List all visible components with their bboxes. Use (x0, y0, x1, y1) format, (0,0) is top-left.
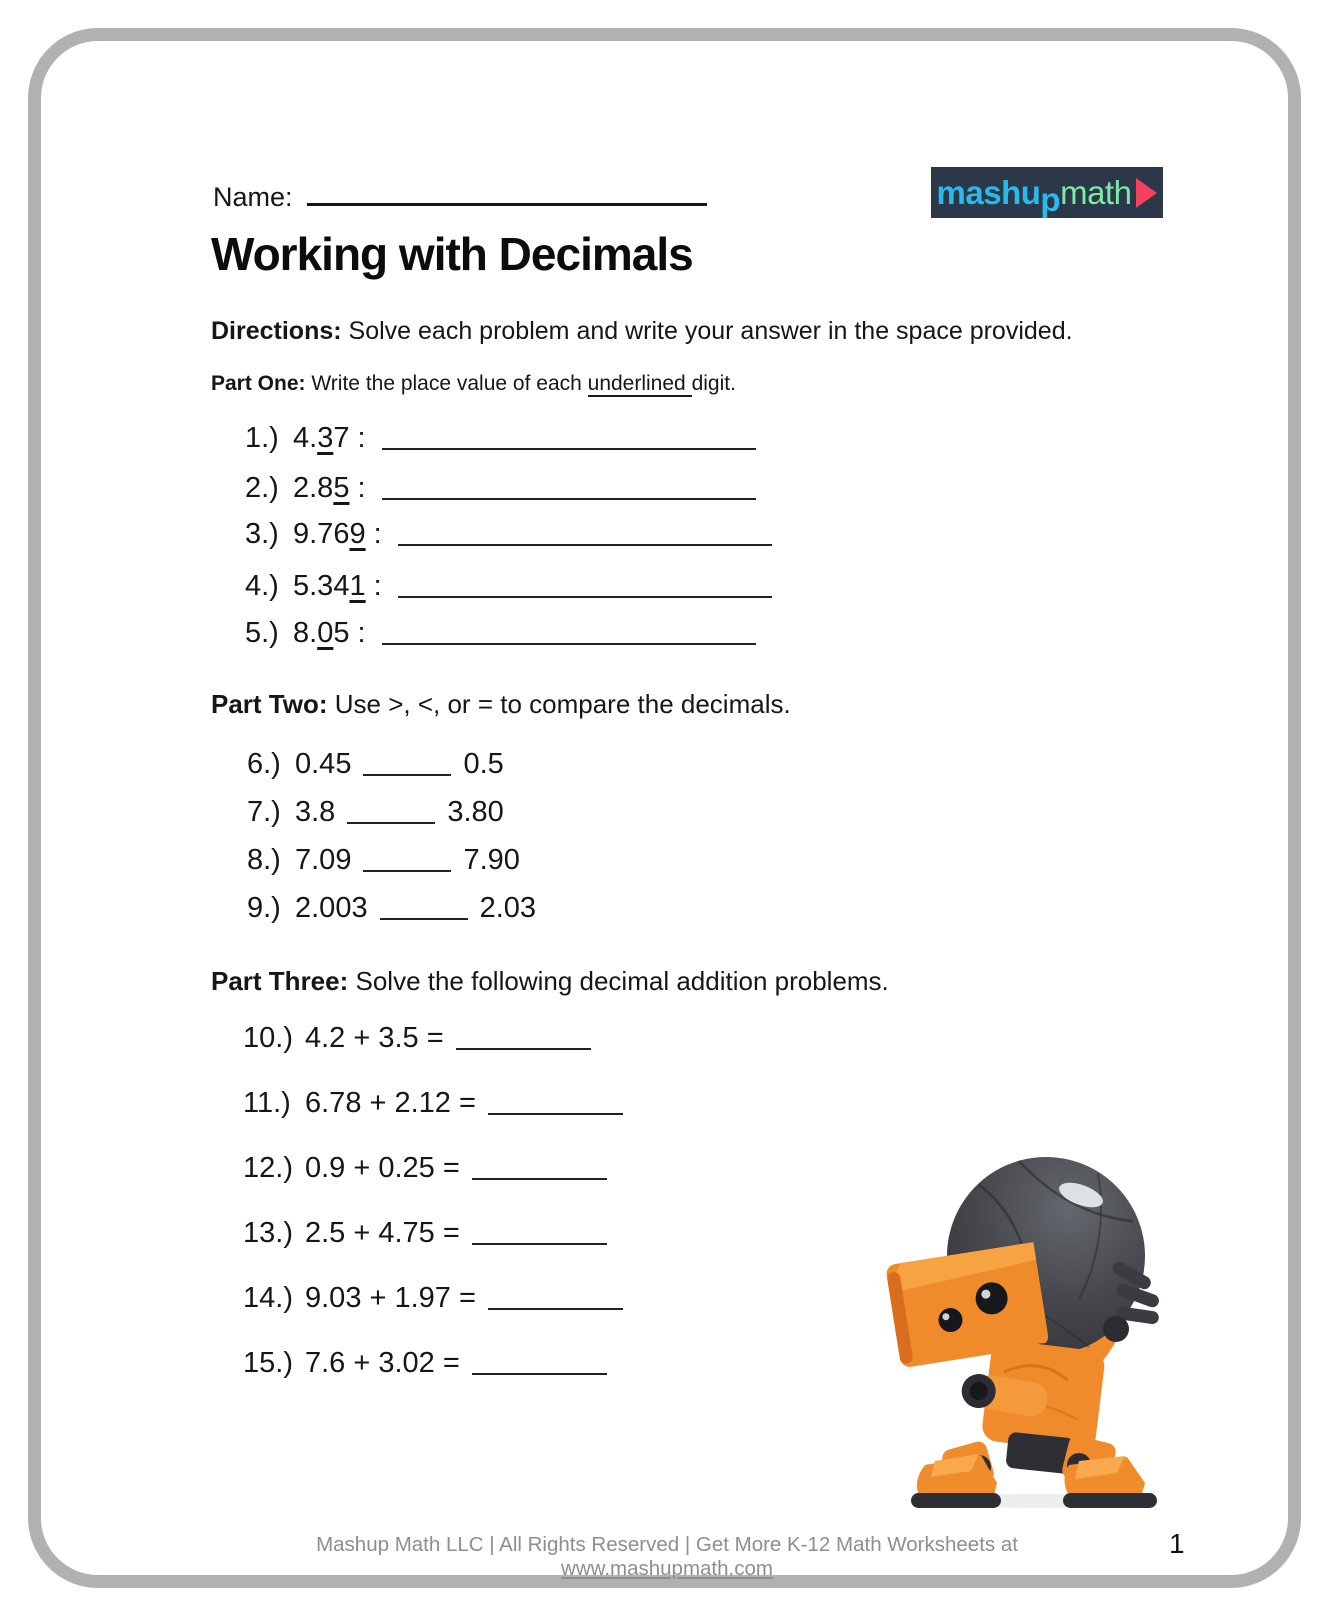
underlined-digit: 0 (317, 617, 334, 649)
expression-text: 4.2 + 3.5 = (305, 1022, 444, 1054)
problem-row-11 (243, 1087, 623, 1120)
problem-number: 3.) (245, 518, 279, 550)
comparison-left: 3.8 (295, 796, 336, 828)
expression-text: 7.6 + 3.02 = (305, 1347, 460, 1379)
robot-illustration (883, 1149, 1169, 1511)
problem-row-6 (247, 748, 504, 781)
page-number: 1 (1169, 1528, 1185, 1559)
answer-line[interactable] (456, 1048, 591, 1050)
part-three-label: Part Three: (211, 966, 349, 996)
underlined-digit: 1 (349, 570, 366, 602)
problem-row-12 (243, 1152, 607, 1185)
problem-number: 13.) (243, 1217, 293, 1249)
comparison-right: 0.5 (463, 748, 504, 780)
problem-number: 10.) (243, 1022, 293, 1054)
logo-p-text: p (1040, 180, 1061, 218)
problem-value: 8.05 (293, 617, 350, 649)
problem-number: 8.) (247, 844, 281, 876)
answer-line[interactable] (380, 918, 468, 920)
problem-row-9 (247, 892, 536, 925)
underlined-digit: 3 (317, 422, 334, 454)
problem-row-8 (247, 844, 520, 877)
underlined-digit: 9 (349, 518, 366, 550)
problem-row-10 (243, 1022, 591, 1055)
answer-line[interactable] (398, 544, 772, 546)
answer-line[interactable] (382, 643, 756, 645)
answer-line[interactable] (472, 1243, 607, 1245)
worksheet-title: Working with Decimals (211, 228, 693, 280)
problem-row-1: 1.) 4.37 : (245, 422, 756, 455)
answer-line[interactable] (347, 822, 435, 824)
comparison-right: 2.03 (479, 892, 537, 924)
name-answer-line[interactable] (307, 179, 707, 206)
problem-value: 2.85 (293, 472, 350, 504)
problem-value: 5.341 (293, 570, 366, 602)
worksheet-page (28, 28, 1301, 1588)
directions-label: Directions: (211, 317, 342, 345)
footer-text: Mashup Math LLC | All Rights Reserved | Get More K-12 Math Worksheets at www.mashupmath.com (316, 1533, 1018, 1580)
problem-value: 9.769 (293, 518, 366, 550)
answer-line[interactable] (363, 774, 451, 776)
problem-number: 15.) (243, 1347, 293, 1379)
problem-row-7 (247, 796, 504, 829)
problem-number: 12.) (243, 1152, 293, 1184)
answer-line[interactable] (363, 870, 451, 872)
comparison-left: 0.45 (295, 748, 352, 780)
problem-number: 6.) (247, 748, 281, 780)
problem-row-3: 3.) 9.769 : (245, 518, 772, 551)
problem-number: 9.) (247, 892, 281, 924)
play-triangle-icon (1136, 178, 1157, 208)
name-row (213, 179, 707, 213)
footer-link[interactable]: www.mashupmath.com (561, 1557, 773, 1580)
answer-line[interactable] (472, 1373, 607, 1375)
part-two-label: Part Two: (211, 689, 328, 719)
problem-number: 5.) (245, 617, 279, 649)
part-one-heading: Part One: Write the place value of each underlined digit. (211, 372, 736, 395)
problem-row-14 (243, 1282, 623, 1315)
part-two-heading: Part Two: Use >, <, or = to compare the decimals. (211, 689, 791, 719)
logo-mashu-text: mashu (936, 173, 1041, 211)
problem-number: 11.) (243, 1087, 291, 1119)
comparison-left: 2.003 (295, 892, 368, 924)
logo-math-text: math (1060, 173, 1132, 211)
part-one-label: Part One: (211, 372, 306, 395)
problem-number: 1.) (245, 422, 279, 454)
problem-row-13 (243, 1217, 607, 1250)
problem-number: 4.) (245, 570, 279, 602)
problem-row-2: 2.) 2.85 : (245, 472, 756, 505)
name-label: Name: (213, 182, 293, 212)
problem-value: 4.37 (293, 422, 350, 454)
problem-row-5: 5.) 8.05 : (245, 617, 756, 650)
problem-number: 7.) (247, 796, 281, 828)
comparison-left: 7.09 (295, 844, 352, 876)
problem-number: 14.) (243, 1282, 293, 1314)
answer-line[interactable] (488, 1113, 623, 1115)
underlined-word: underlined (587, 372, 692, 395)
directions-text: Directions: Solve each problem and write your answer in the space provided. (211, 317, 1073, 345)
problem-number: 2.) (245, 472, 279, 504)
expression-text: 9.03 + 1.97 = (305, 1282, 476, 1314)
answer-line[interactable] (382, 448, 756, 450)
part-three-heading: Part Three: Solve the following decimal addition problems. (211, 966, 889, 996)
expression-text: 2.5 + 4.75 = (305, 1217, 460, 1249)
expression-text: 0.9 + 0.25 = (305, 1152, 460, 1184)
mashupmath-logo (931, 167, 1163, 218)
underlined-digit: 5 (333, 472, 350, 504)
answer-line[interactable] (488, 1308, 623, 1310)
answer-line[interactable] (472, 1178, 607, 1180)
answer-line[interactable] (398, 596, 772, 598)
problem-row-15 (243, 1347, 607, 1380)
problem-row-4: 4.) 5.341 : (245, 570, 772, 603)
comparison-right: 3.80 (447, 796, 504, 828)
expression-text: 6.78 + 2.12 = (305, 1087, 476, 1119)
robot-carrying-ball-icon (883, 1149, 1169, 1511)
answer-line[interactable] (382, 498, 756, 500)
comparison-right: 7.90 (463, 844, 520, 876)
